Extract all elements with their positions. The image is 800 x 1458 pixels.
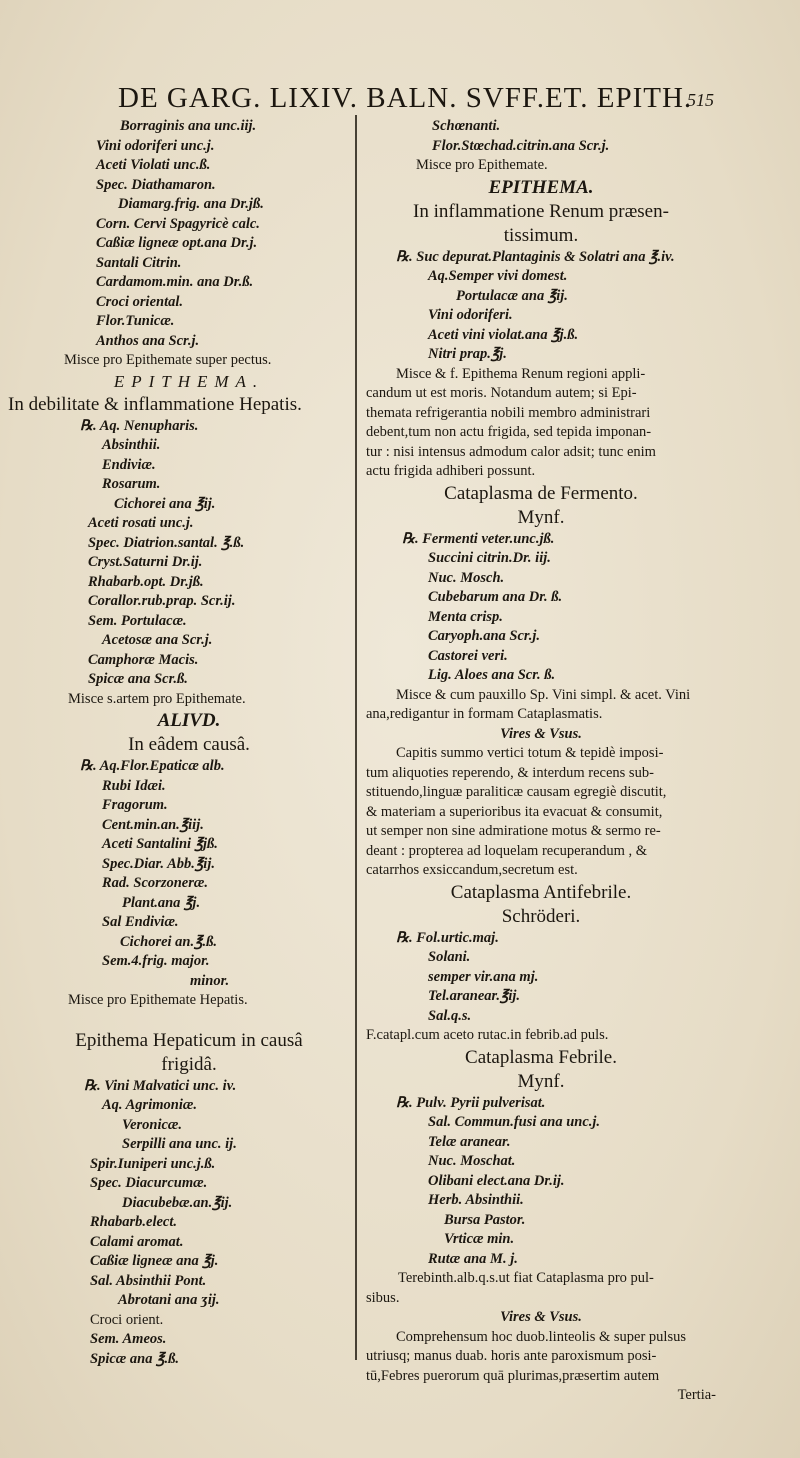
text-line: Vini odoriferi. <box>428 307 513 323</box>
text-line: tū,Febres puerorum quā plurimas,præsertim autem <box>366 1367 660 1384</box>
text-line: Aceti rosati unc.j. <box>88 515 194 531</box>
text-line: Comprehensum hoc duob.linteolis & super pulsus <box>396 1328 686 1345</box>
text-line: Aceti Violati unc.ß. <box>96 157 211 173</box>
section-heading: In debilitate & inflammatione Hepatis. <box>8 393 302 415</box>
running-head: DE GARG. LIXIV. BALN. SVFF.ET. EPITH. <box>118 82 693 114</box>
section-heading: Mynf. <box>517 506 565 528</box>
text-line: stituendo,linguæ paraliticæ causam egregiè discutit, <box>366 784 667 800</box>
section-heading: frigidâ. <box>161 1053 217 1075</box>
text-line: ℞. Pulv. Pyrii pulverisat. <box>396 1094 546 1111</box>
text-line: ut semper non sine admiratione motus & sermo re- <box>366 823 661 839</box>
text-line: ℞. Suc depurat.Plantaginis & Solatri ana ℥.iv. <box>396 248 675 265</box>
text-line: Bursa Pastor. <box>444 1211 526 1228</box>
text-line: Aceti Santalini ℥jß. <box>102 836 218 852</box>
text-line: Anthos ana Scr.j. <box>96 332 200 349</box>
text-line: Terebinth.alb.q.s.ut fiat Cataplasma pro pul- <box>398 1270 654 1286</box>
text-line: Spir.Iuniperi unc.j.ß. <box>90 1155 216 1172</box>
text-line: Cichorei an.℥.ß. <box>120 933 217 950</box>
text-line: Sem. Portulacæ. <box>88 612 187 629</box>
section-heading: Cataplasma Febrile. <box>465 1046 617 1068</box>
text-line: Sem.4.frig. major. <box>102 953 210 969</box>
text-line: Flor.Tunicæ. <box>96 313 175 329</box>
text-line: ℞. Fermenti veter.unc.jß. <box>402 530 555 547</box>
text-line: Misce s.artem pro Epithemate. <box>68 690 246 707</box>
text-line: ℞. Fol.urtic.maj. <box>396 929 499 946</box>
text-line: Plant.ana ℥j. <box>122 894 201 911</box>
text-line: Caryoph.ana Scr.j. <box>428 628 540 644</box>
text-line: Sem. Ameos. <box>90 1331 167 1347</box>
text-line: Sal. Absinthii Pont. <box>90 1272 207 1289</box>
section-heading: Vires & Vsus. <box>500 1309 582 1325</box>
text-line: Veronicæ. <box>122 1116 183 1133</box>
section-heading: Cataplasma Antifebrile. <box>450 881 632 903</box>
text-line: Sal Endiviæ. <box>102 914 179 930</box>
text-line: Santali Citrin. <box>96 254 182 271</box>
text-line: Cent.min.an.℥iij. <box>102 816 204 833</box>
text-line: Calami aromat. <box>90 1233 184 1250</box>
text-line: Acetosæ ana Scr.j. <box>102 632 213 648</box>
text-line: Spicæ ana ℥.ß. <box>90 1350 179 1367</box>
column-divider <box>355 115 357 1360</box>
text-line: Abrotani ana ʒij. <box>118 1292 220 1308</box>
text-line: tur : nisi intensus admodum calor adsit; tunc enim <box>366 443 656 460</box>
text-line: Croci orient. <box>90 1311 164 1328</box>
text-line: Caßiæ ligneæ ana ℥j. <box>90 1253 219 1269</box>
section-heading: Epithema Hepaticum in causâ <box>75 1029 303 1051</box>
section-heading: EPITHEMA. <box>113 371 265 391</box>
section-heading: tissimum. <box>503 224 579 246</box>
text-line: semper vir.ana mj. <box>428 968 539 985</box>
page-header <box>118 82 714 122</box>
text-line: Cryst.Saturni Dr.ij. <box>88 554 203 570</box>
text-line: Rhabarb.elect. <box>90 1214 177 1230</box>
text-line: Portulacæ ana ℥ij. <box>456 287 568 304</box>
text-line: Schœnanti. <box>432 118 501 134</box>
text-line: catarrhos exsiccandum,secretum est. <box>366 862 578 878</box>
section-heading: In inflammatione Renum præsen- <box>413 200 669 222</box>
text-line: Sal. Commun.fusi ana unc.j. <box>428 1114 601 1130</box>
text-line: Cichorei ana ℥ij. <box>114 495 216 512</box>
text-line: actu frigida adhiberi possunt. <box>366 463 536 479</box>
text-line: Sal.q.s. <box>428 1007 472 1024</box>
text-line: Misce pro Epithemate. <box>416 157 548 173</box>
left-column <box>8 117 348 1369</box>
section-heading: EPITHEMA. <box>488 176 594 198</box>
text-line: Fragorum. <box>102 797 168 813</box>
text-line: Solani. <box>428 949 471 965</box>
text-line: Olibani elect.ana Dr.ij. <box>428 1172 565 1189</box>
text-line: Cubebarum ana Dr. ß. <box>428 589 563 605</box>
text-line: Rhabarb.opt. Dr.jß. <box>88 573 204 590</box>
section-heading: In eâdem causâ. <box>128 734 250 755</box>
text-line: Aq.Semper vivi domest. <box>428 268 568 284</box>
text-line: sibus. <box>366 1289 400 1306</box>
text-line: Cardamom.min. ana Dr.ß. <box>96 274 254 290</box>
text-line: Spec. Diatrion.santal. ℥.ß. <box>88 534 245 551</box>
text-line: tum aliquoties reperendo, & interdum recens sub- <box>366 764 654 781</box>
text-line: Misce & cum pauxillo Sp. Vini simpl. & acet. Vini <box>396 686 691 703</box>
text-line: Flor.Stœchad.citrin.ana Scr.j. <box>432 137 610 154</box>
text-line: debent,tum non actu frigida, sed tepida imponan- <box>366 424 652 440</box>
text-line: Rad. Scorzoneræ. <box>102 875 208 891</box>
text-line: Corallor.rub.prap. Scr.ij. <box>88 593 236 609</box>
text-line: Aceti vini violat.ana ℥j.ß. <box>428 326 579 343</box>
text-line: Misce pro Epithemate super pectus. <box>64 352 272 368</box>
text-line: Endiviæ. <box>102 456 156 473</box>
section-heading: Cataplasma de Fermento. <box>444 482 638 504</box>
text-line: Diamarg.frig. ana Dr.jß. <box>118 196 264 212</box>
text-line: Nuc. Moschat. <box>428 1153 516 1169</box>
section-heading: ALIVD. <box>157 710 221 731</box>
section-heading: Mynf. <box>517 1070 565 1092</box>
text-line: Vini odoriferi unc.j. <box>96 137 215 154</box>
text-line: Serpilli ana unc. ij. <box>122 1136 237 1152</box>
text-line: Corn. Cervi Spagyricè calc. <box>96 215 260 232</box>
text-line: Misce & f. Epithema Renum regioni appli- <box>396 365 646 382</box>
text-line: Spec. Diacurcumæ. <box>90 1175 208 1191</box>
text-line: ℞. Aq.Flor.Epaticæ alb. <box>80 758 225 774</box>
text-line: Camphoræ Macis. <box>88 651 199 668</box>
text-line: Rubi Idæi. <box>102 777 166 794</box>
text-line: Castorei veri. <box>428 647 508 664</box>
section-heading: Vires & Vsus. <box>500 725 582 742</box>
text-line: Herb. Absinthii. <box>428 1192 524 1208</box>
text-line: deant : propterea ad loquelam recuperandum , & <box>366 842 648 859</box>
text-line: ℞. Aq. Nenupharis. <box>80 417 199 434</box>
text-line: Capitis summo vertici totum & tepidè imposi- <box>396 745 664 761</box>
text-line: Borraginis ana unc.iij. <box>120 118 257 134</box>
text-line: Vrticæ min. <box>444 1231 515 1247</box>
text-line: Succini citrin.Dr. iij. <box>428 550 551 566</box>
text-line: Nitri prap.℥j. <box>428 346 507 362</box>
text-line: candum ut est moris. Notandum autem; si Epi- <box>366 385 637 401</box>
text-line: Misce pro Epithemate Hepatis. <box>68 992 248 1008</box>
text-line: Absinthii. <box>102 437 161 453</box>
page-number: 515 <box>687 90 714 110</box>
text-line: Croci oriental. <box>96 293 184 310</box>
text-line: Spec. Diathamaron. <box>96 176 216 193</box>
text-line: ana,redigantur in formam Cataplasmatis. <box>366 706 603 722</box>
text-line: Diacubebæ.an.℥ij. <box>122 1194 233 1211</box>
text-line: minor. <box>190 972 230 989</box>
text-line: utriusq; manus duab. horis ante paroxismum posi- <box>366 1348 657 1364</box>
text-line: Spec.Diar. Abb.℥ij. <box>102 855 215 872</box>
text-line: Nuc. Mosch. <box>428 569 505 586</box>
text-line: Rosarum. <box>102 476 161 492</box>
text-line: ℞. Vini Malvatici unc. iv. <box>84 1077 237 1094</box>
text-line: Telæ aranear. <box>428 1133 511 1150</box>
text-line: Lig. Aloes ana Scr. ß. <box>428 667 556 683</box>
text-line: Menta crisp. <box>428 608 503 625</box>
catchword: Tertia- <box>677 1387 716 1403</box>
section-heading: Schröderi. <box>501 905 581 927</box>
text-line: F.catapl.cum aceto rutac.in febrib.ad puls. <box>366 1027 609 1043</box>
text-line: & materiam a superioribus ita evacuat & consumit, <box>366 803 663 820</box>
text-line: themata refrigerantia nobili membro administrari <box>366 404 651 421</box>
text-line: Aq. Agrimoniæ. <box>102 1097 197 1113</box>
text-line: Caßiæ ligneæ opt.ana Dr.j. <box>96 235 258 251</box>
right-column <box>366 117 716 1406</box>
text-line: Rutæ ana M. j. <box>428 1250 518 1267</box>
text-line: Tel.aranear.℥ij. <box>428 988 521 1004</box>
text-line: Spicæ ana Scr.ß. <box>88 671 188 687</box>
